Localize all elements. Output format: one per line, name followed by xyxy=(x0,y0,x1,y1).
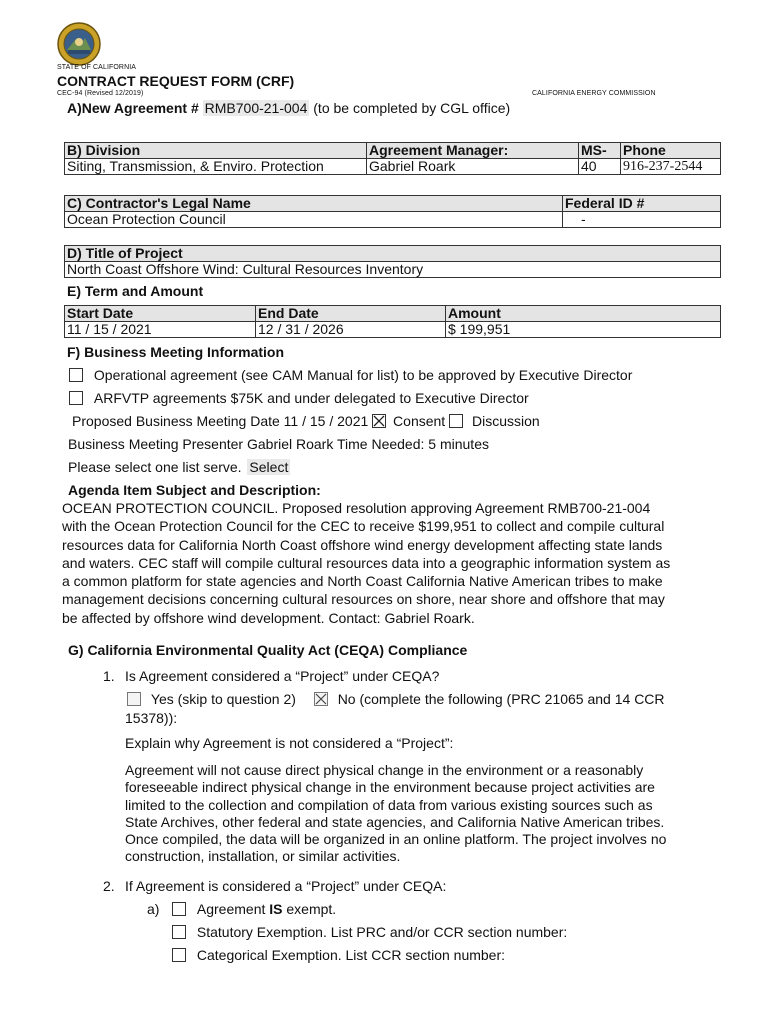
section-a-note: (to be completed by CGL office) xyxy=(313,100,511,116)
agenda-line: resources data for California North Coast offshore wind energy development affecting state lands xyxy=(62,536,663,553)
term-table xyxy=(64,305,721,338)
presenter-text: Business Meeting Presenter Gabriel Roark Time Needed: 5 minutes xyxy=(68,436,489,452)
agency-name: CALIFORNIA ENERGY COMMISSION xyxy=(532,90,656,97)
statutory-row xyxy=(172,924,567,940)
meeting-date-text: Proposed Business Meeting Date 11 / 15 / 2021 xyxy=(72,413,369,429)
operational-label: Operational agreement (see CAM Manual for list) to be approved by Executive Director xyxy=(93,367,633,383)
discussion-checkbox[interactable] xyxy=(449,414,463,428)
arfvtp-option xyxy=(69,390,529,406)
project-title-table xyxy=(64,245,721,278)
contractor-header: C) Contractor's Legal Name xyxy=(65,196,563,212)
explain-line: State Archives, other federal and state agencies, and California Native American tribes. xyxy=(125,813,665,830)
federal-id-header: Federal ID # xyxy=(563,196,721,212)
agenda-line: a common platform for state agencies and North Coast California Native American tribes to make xyxy=(62,573,663,590)
check-x-icon xyxy=(373,415,385,427)
q1-answer-row xyxy=(127,691,665,707)
end-date-header: End Date xyxy=(256,306,446,322)
agreement-manager-header: Agreement Manager: xyxy=(367,143,579,159)
explain-prompt: Explain why Agreement is not considered a “Project”: xyxy=(125,735,454,751)
section-f-heading: F) Business Meeting Information xyxy=(67,344,285,360)
categorical-checkbox[interactable] xyxy=(172,948,186,962)
operational-checkbox[interactable] xyxy=(69,368,83,382)
check-x-icon xyxy=(315,693,327,705)
agenda-line: and waters. CEC staff will compile cultural resources data into a geographic information system as xyxy=(62,554,671,571)
exempt-label-pre: Agreement xyxy=(196,901,266,917)
project-title-field[interactable]: North Coast Offshore Wind: Cultural Resources Inventory xyxy=(65,262,721,278)
ms-header: MS- xyxy=(579,143,621,159)
explain-line: Once compiled, the data will be organized in an online platform. The project involves no xyxy=(125,831,667,848)
section-a xyxy=(67,100,510,116)
q2-text: If Agreement is considered a “Project” under CEQA: xyxy=(125,878,447,894)
agenda-line: be affected by offshore wind development. Contact: Gabriel Roark. xyxy=(62,609,475,626)
no-label-continued: 15378)): xyxy=(125,710,178,726)
section-g-heading: G) California Environmental Quality Act (CEQA) Compliance xyxy=(68,642,468,658)
exempt-label-bold: IS xyxy=(269,901,283,917)
phone-field[interactable]: 916-237-2544 xyxy=(621,159,721,175)
state-label: STATE OF CALIFORNIA xyxy=(57,64,137,71)
yes-label: Yes (skip to question 2) xyxy=(150,691,296,707)
q1-number: 1. xyxy=(103,668,115,684)
project-title-header: D) Title of Project xyxy=(65,246,721,262)
agreement-manager-field[interactable]: Gabriel Roark xyxy=(367,159,579,175)
contractor-table xyxy=(64,195,721,228)
explain-text[interactable] xyxy=(125,762,735,866)
federal-id-field[interactable]: - xyxy=(563,212,721,228)
form-code: CEC-94 (Revised 12/2019) xyxy=(57,90,144,97)
section-a-label: A)New Agreement # xyxy=(67,100,199,116)
agenda-description[interactable] xyxy=(62,499,732,627)
end-date-field[interactable]: 12 / 31 / 2026 xyxy=(256,322,446,338)
agreement-number-field[interactable]: RMB700-21-004 xyxy=(204,100,308,116)
categorical-label: Categorical Exemption. List CCR section number: xyxy=(196,947,506,963)
start-date-header: Start Date xyxy=(65,306,256,322)
arfvtp-label: ARFVTP agreements $75K and under delegated to Executive Director xyxy=(93,390,529,406)
q2-number: 2. xyxy=(103,878,115,894)
explain-line: construction, installation, or similar activities. xyxy=(125,848,401,865)
list-serve-prompt: Please select one list serve. xyxy=(68,459,242,475)
statutory-checkbox[interactable] xyxy=(172,925,186,939)
categorical-row xyxy=(172,947,505,963)
explain-line: Agreement will not cause direct physical change in the environment or a reasonably xyxy=(125,762,644,778)
contractor-field[interactable]: Ocean Protection Council xyxy=(65,212,563,228)
no-checkbox[interactable] xyxy=(314,692,328,706)
division-field[interactable]: Siting, Transmission, & Enviro. Protection xyxy=(65,159,367,175)
agenda-line: OCEAN PROTECTION COUNCIL. Proposed resolution approving Agreement RMB700-21-004 xyxy=(62,500,651,516)
yes-checkbox[interactable] xyxy=(127,692,141,706)
amount-field[interactable]: $ 199,951 xyxy=(446,322,721,338)
division-header: B) Division xyxy=(65,143,367,159)
phone-header: Phone xyxy=(621,143,721,159)
arfvtp-checkbox[interactable] xyxy=(69,391,83,405)
discussion-label: Discussion xyxy=(471,413,540,429)
list-serve-row xyxy=(68,459,290,475)
state-seal-icon xyxy=(57,22,101,66)
form-title: CONTRACT REQUEST FORM (CRF) xyxy=(57,73,295,89)
agenda-heading: Agenda Item Subject and Description: xyxy=(68,482,321,498)
list-serve-select[interactable]: Select xyxy=(249,459,289,475)
exempt-label-post: exempt. xyxy=(286,901,337,917)
agenda-line: management decisions concerning cultural resources on shore, near shore and offshore that may xyxy=(62,591,665,608)
no-label: No (complete the following (PRC 21065 and 14 CCR xyxy=(337,691,665,707)
section-e-heading: E) Term and Amount xyxy=(67,283,204,299)
explain-line: foreseeable indirect physical change in the environment because project activities are xyxy=(125,779,655,796)
explain-line: limited to the collection and compilation of data from various existing sources such as xyxy=(125,796,653,813)
operational-option xyxy=(69,367,632,383)
consent-label: Consent xyxy=(393,413,446,429)
statutory-label: Statutory Exemption. List PRC and/or CCR section number: xyxy=(196,924,568,940)
meeting-date-row xyxy=(72,413,540,429)
amount-header: Amount xyxy=(446,306,721,322)
q2a-label: a) xyxy=(147,901,160,917)
consent-checkbox[interactable] xyxy=(372,414,386,428)
division-table xyxy=(64,142,721,175)
start-date-field[interactable]: 11 / 15 / 2021 xyxy=(65,322,256,338)
ms-field[interactable]: 40 xyxy=(579,159,621,175)
exempt-checkbox[interactable] xyxy=(172,902,186,916)
q1-text: Is Agreement considered a “Project” under CEQA? xyxy=(125,668,440,684)
exempt-row xyxy=(172,901,336,917)
agenda-line: with the Ocean Protection Council for the CEC to receive $199,951 to collect and compile cultural xyxy=(62,518,665,535)
